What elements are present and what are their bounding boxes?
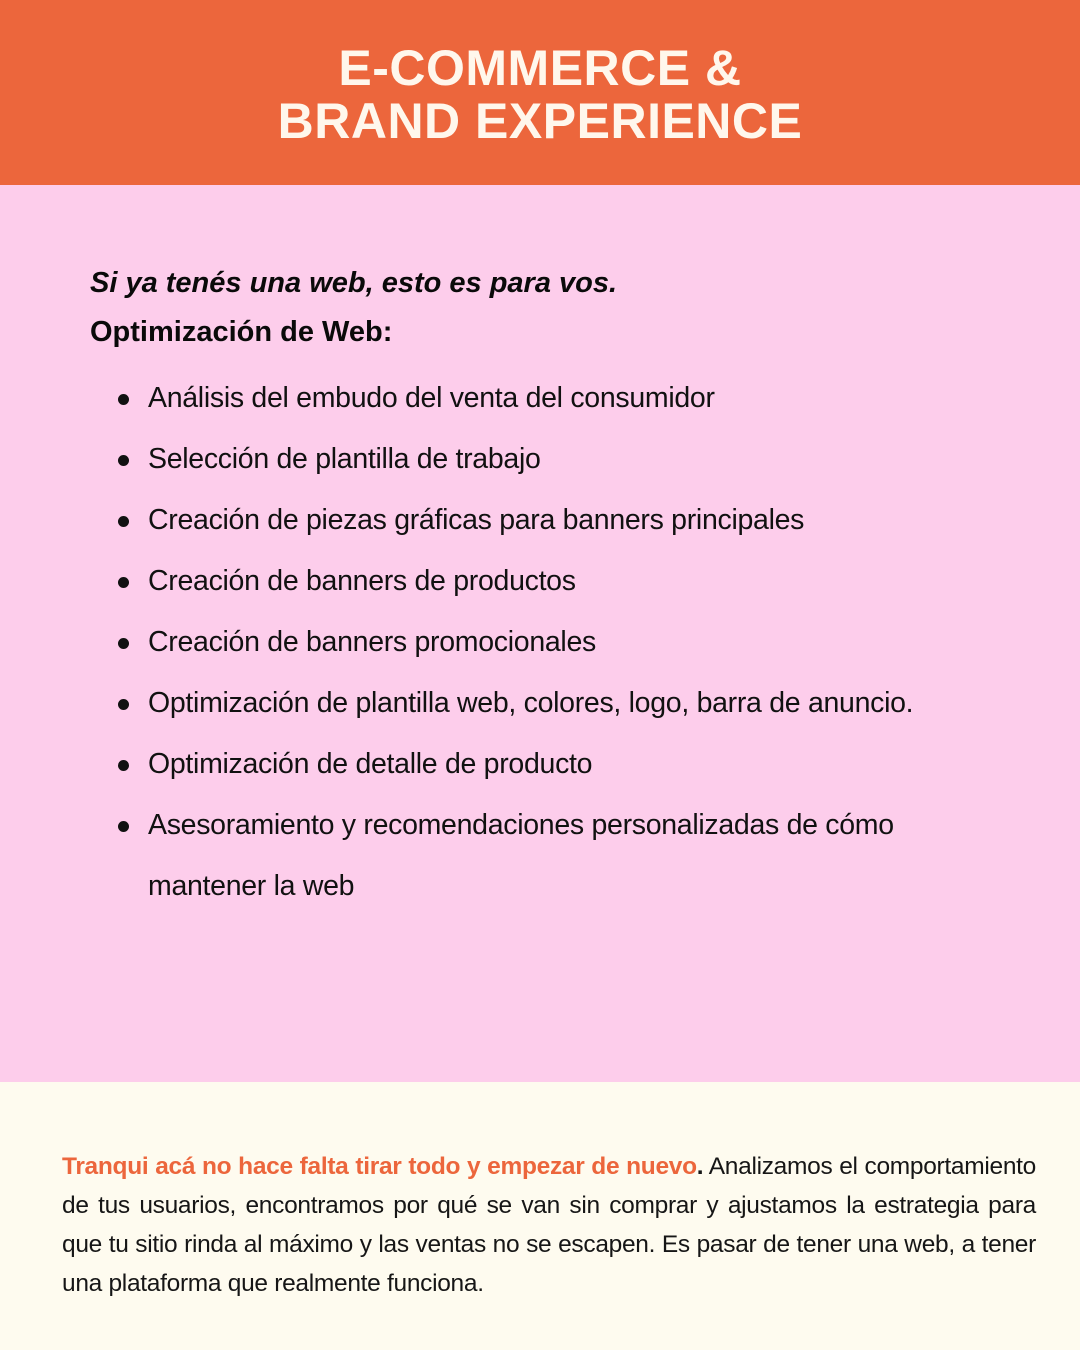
page-title-line-1: E-COMMERCE & <box>338 39 742 96</box>
list-item <box>118 368 1018 429</box>
list-item-label: Optimización de plantilla web, colores, logo, barra de anuncio. <box>148 687 914 719</box>
list-item-label: Selección de plantilla de trabajo <box>148 443 541 475</box>
page-title-line-2: BRAND EXPERIENCE <box>277 92 803 149</box>
list-item-label: Creación de banners promocionales <box>148 626 596 658</box>
list-item-label: Creación de piezas gráficas para banners principales <box>148 504 805 536</box>
intro-text: Si ya tenés una web, esto es para vos. <box>90 267 618 299</box>
service-list <box>118 368 1018 917</box>
list-item <box>118 612 1018 673</box>
bullet-icon <box>118 638 129 649</box>
bullet-icon <box>118 760 129 771</box>
footer-highlight-period: . <box>696 1152 704 1180</box>
bullet-icon <box>118 577 129 588</box>
header-banner <box>0 0 1080 185</box>
list-item-label: Asesoramiento y recomendaciones personalizadas de cómo mantener la web <box>148 809 894 902</box>
bullet-icon <box>118 394 129 405</box>
list-item <box>118 551 1018 612</box>
bullet-icon <box>118 821 129 832</box>
list-item-label: Optimización de detalle de producto <box>148 748 593 780</box>
footer-section <box>0 1082 1080 1350</box>
footer-body: Analizamos el comportamiento de tus usuarios, encontramos por qué se van sin comprar y ajustamos la estrategia para que tu sitio rinda al máximo y las ventas no se escapen. Es pasar de tener una web, a tener una plataforma que realmente funciona. <box>62 1152 1036 1297</box>
bullet-icon <box>118 455 129 466</box>
footer-paragraph <box>62 1147 1036 1303</box>
bullet-icon <box>118 516 129 527</box>
footer-highlight: Tranqui acá no hace falta tirar todo y empezar de nuevo <box>62 1152 697 1180</box>
list-item-label: Creación de banners de productos <box>148 565 576 597</box>
list-item <box>118 490 1018 551</box>
main-section <box>0 185 1080 1082</box>
bullet-icon <box>118 699 129 710</box>
list-item-label: Análisis del embudo del venta del consumidor <box>148 382 715 414</box>
section-title: Optimización de Web: <box>90 316 393 348</box>
list-item <box>118 673 1018 734</box>
list-item <box>118 795 1018 917</box>
list-item <box>118 429 1018 490</box>
list-item <box>118 734 1018 795</box>
